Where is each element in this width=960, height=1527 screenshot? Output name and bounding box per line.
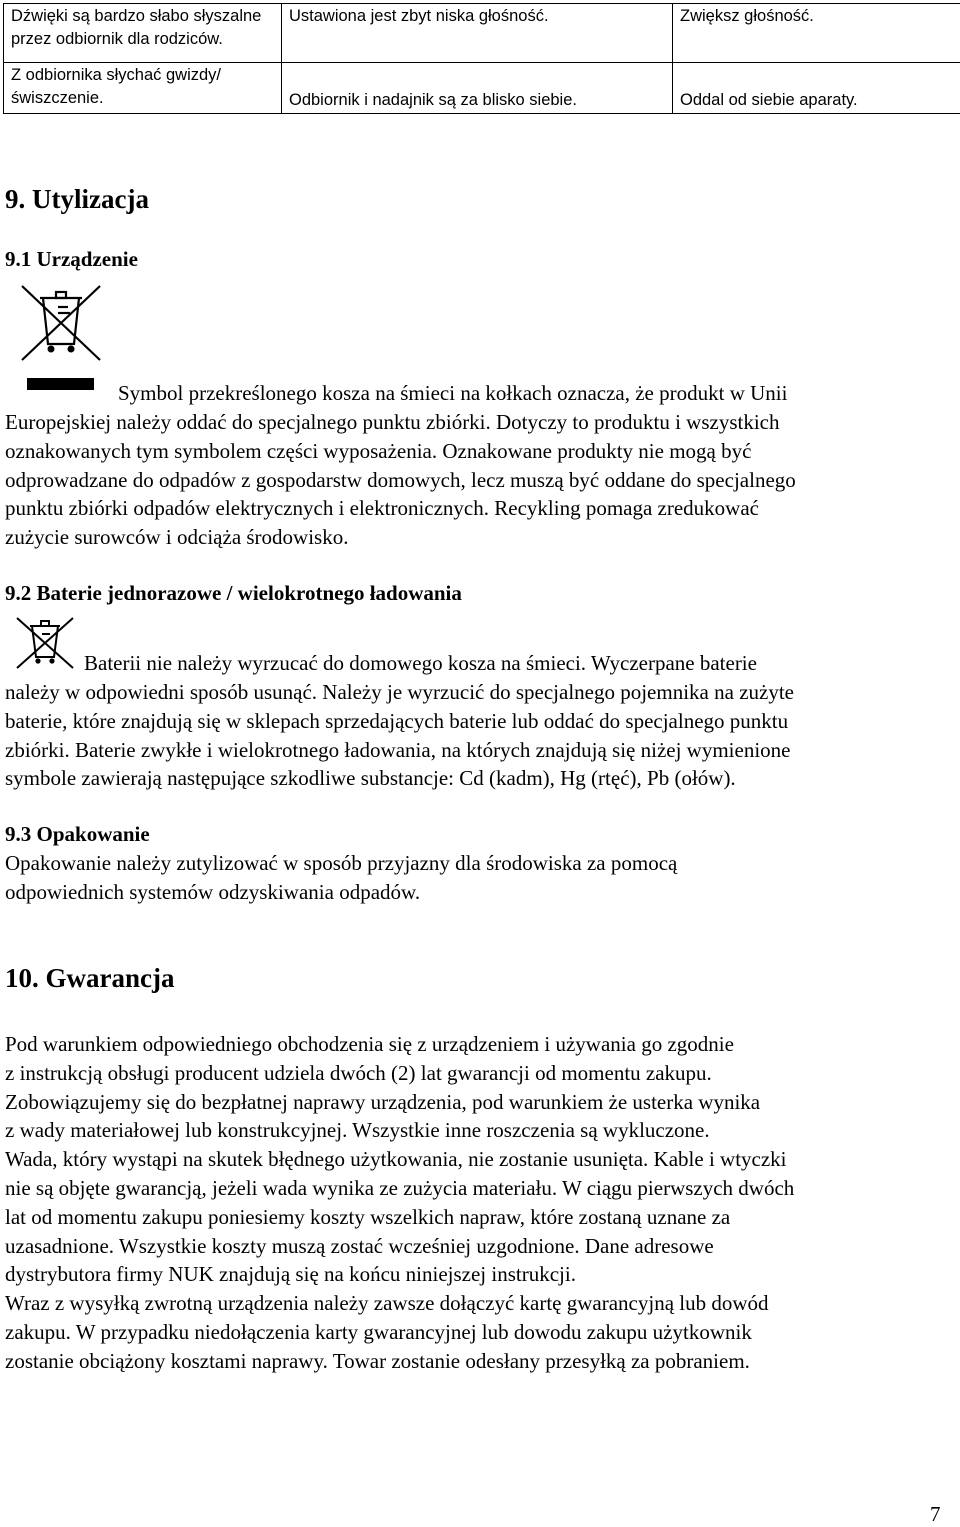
warranty-text-line: Wraz z wysyłką zwrotną urządzenia należy zawsze dołączyć kartę gwarancyjną lub dowód xyxy=(5,1289,794,1318)
table-row xyxy=(4,63,960,114)
warranty-text-line: z instrukcją obsługi producent udziela dwóch (2) lat gwarancji od momentu zakupu. xyxy=(5,1059,794,1088)
crossed-out-wheelie-bin-icon xyxy=(18,282,104,364)
warranty-text-line: z wady materiałowej lub konstrukcyjnej. Wszystkie inne roszczenia są wykluczone. xyxy=(5,1116,794,1145)
table-row xyxy=(4,4,960,63)
device-text-line: punktu zbiórki odpadów elektrycznych i elektronicznych. Recykling pomaga zredukować xyxy=(5,494,796,523)
warranty-text-line: nie są objęte gwarancją, jeżeli wada wynika ze zużycia materiału. W ciągu pierwszych dwóch xyxy=(5,1174,794,1203)
device-text-line: zużycie surowców i odciąża środowisko. xyxy=(5,523,796,552)
warranty-text-line: lat od momentu zakupu poniesiemy koszty wszelkich napraw, które zostaną uznane za xyxy=(5,1203,794,1232)
section-9-2-heading: 9.2 Baterie jednorazowe / wielokrotnego ładowania xyxy=(5,581,462,606)
crossed-out-battery-bin-icon xyxy=(14,615,76,671)
device-text-line: Symbol przekreślonego kosza na śmieci na kołkach oznacza, że produkt w Unii xyxy=(118,379,787,408)
battery-paragraph xyxy=(5,678,794,793)
packaging-text-line: Opakowanie należy zutylizować w sposób przyjazny dla środowiska za pomocą xyxy=(5,849,677,878)
problem-cell: Z odbiornika słychać gwizdy/ świszczenie. xyxy=(4,63,282,114)
section-9-3-heading: 9.3 Opakowanie xyxy=(5,822,150,847)
battery-text-line: Baterii nie należy wyrzucać do domowego kosza na śmieci. Wyczerpane baterie xyxy=(84,649,757,678)
cause-cell: Odbiornik i nadajnik są za blisko siebie. xyxy=(282,63,673,114)
warranty-text-line: zakupu. W przypadku niedołączenia karty gwarancyjnej lub dowodu zakupu użytkownik xyxy=(5,1318,794,1347)
section-10-title: 10. Gwarancja xyxy=(5,963,174,994)
device-text-line: odprowadzane do odpadów z gospodarstw domowych, lecz muszą być oddane do specjalnego xyxy=(5,466,796,495)
troubleshooting-table xyxy=(3,3,960,114)
battery-text-line: zbiórki. Baterie zwykłe i wielokrotnego ładowania, na których znajdują się niżej wymienione xyxy=(5,736,794,765)
cause-cell: Ustawiona jest zbyt niska głośność. xyxy=(282,4,673,63)
warranty-text-line: zostanie obciążony kosztami naprawy. Towar zostanie odesłany przesyłką za pobraniem. xyxy=(5,1347,794,1376)
warranty-text-line: uzasadnione. Wszystkie koszty muszą zostać wcześniej uzgodnione. Dane adresowe xyxy=(5,1232,794,1261)
page-number: 7 xyxy=(930,1502,941,1527)
warranty-paragraph xyxy=(5,1030,794,1376)
separator-bar xyxy=(27,378,94,390)
battery-text-line: symbole zawierają następujące szkodliwe substancje: Cd (kadm), Hg (rtęć), Pb (ołów). xyxy=(5,764,794,793)
device-text-line: Europejskiej należy oddać do specjalnego punktu zbiórki. Dotyczy to produktu i wszystkich xyxy=(5,408,796,437)
warranty-text-line: Pod warunkiem odpowiedniego obchodzenia się z urządzeniem i używania go zgodnie xyxy=(5,1030,794,1059)
section-9-title: 9. Utylizacja xyxy=(5,184,149,215)
battery-text-line: baterie, które znajdują się w sklepach sprzedających baterie lub oddać do specjalnego punktu xyxy=(5,707,794,736)
battery-text-line: należy w odpowiedni sposób usunąć. Należy je wyrzucić do specjalnego pojemnika na zużyte xyxy=(5,678,794,707)
solution-cell: Oddal od siebie aparaty. xyxy=(673,63,960,114)
packaging-paragraph xyxy=(5,849,677,907)
section-9-1-heading: 9.1 Urządzenie xyxy=(5,247,138,272)
device-text-line: oznakowanych tym symbolem części wyposażenia. Oznakowane produkty nie mogą być xyxy=(5,437,796,466)
warranty-text-line: dystrybutora firmy NUK znajdują się na końcu niniejszej instrukcji. xyxy=(5,1260,794,1289)
solution-cell: Zwiększ głośność. xyxy=(673,4,960,63)
problem-cell: Dźwięki są bardzo słabo słyszalne przez odbiornik dla rodziców. xyxy=(4,4,282,63)
packaging-text-line: odpowiednich systemów odzyskiwania odpadów. xyxy=(5,878,677,907)
warranty-text-line: Wada, który wystąpi na skutek błędnego użytkowania, nie zostanie usunięta. Kable i wtyczki xyxy=(5,1145,794,1174)
warranty-text-line: Zobowiązujemy się do bezpłatnej naprawy urządzenia, pod warunkiem że usterka wynika xyxy=(5,1088,794,1117)
device-paragraph xyxy=(5,408,796,552)
